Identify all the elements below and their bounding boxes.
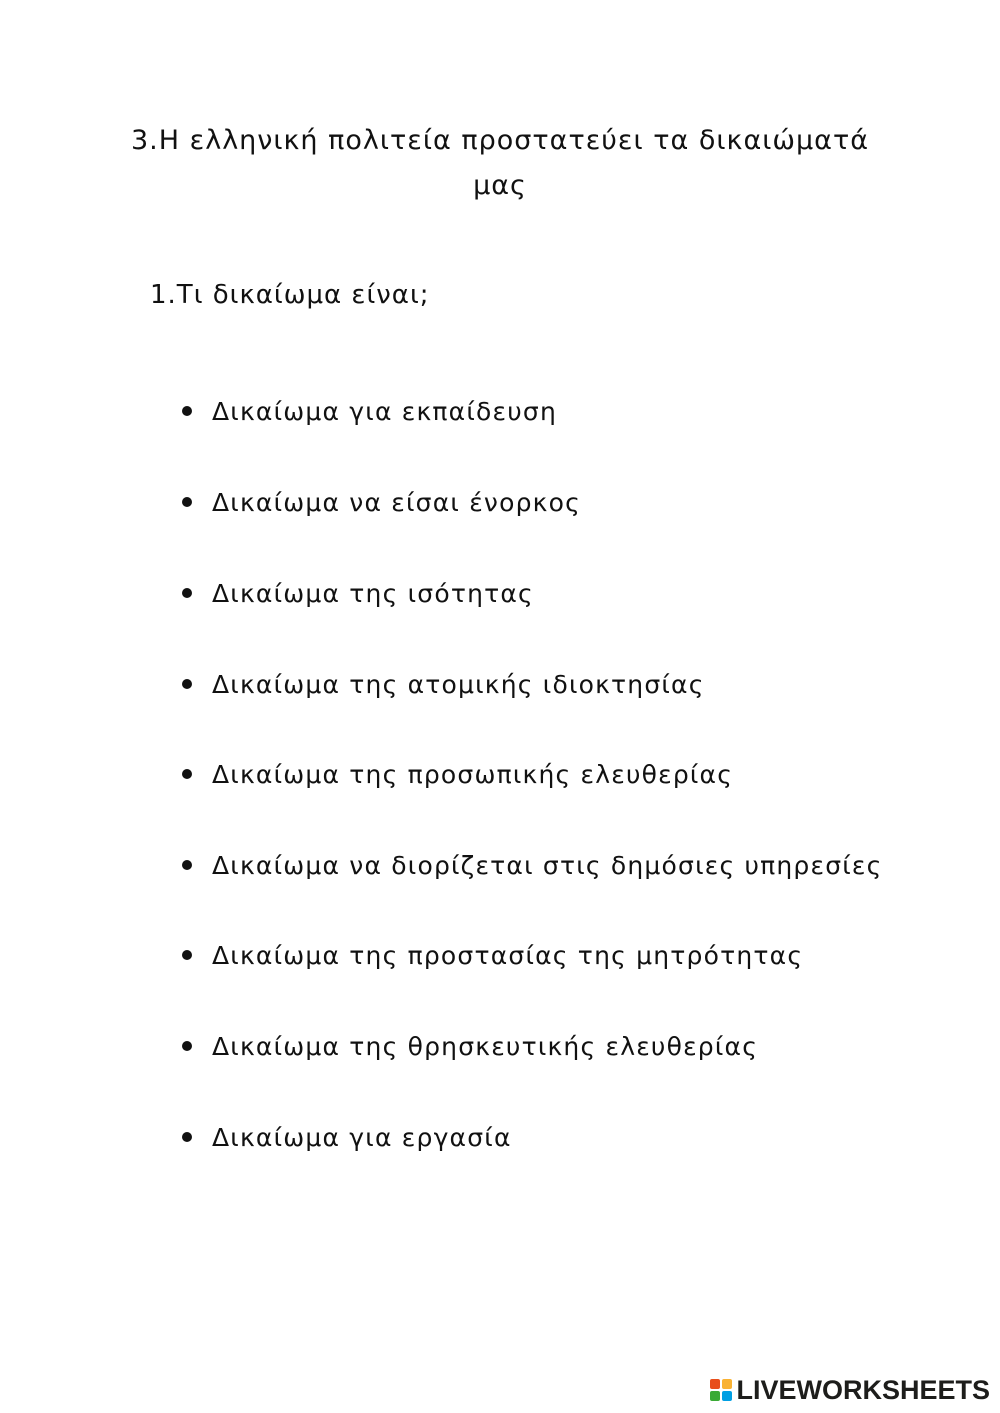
worksheet-title	[100, 118, 900, 208]
list-item-text: Δικαίωμα της προστασίας της μητρότητας	[212, 940, 804, 970]
logo-square-green	[710, 1391, 720, 1401]
bullet-icon	[182, 679, 192, 689]
list-item-text: Δικαίωμα της προσωπικής ελευθερίας	[212, 759, 734, 789]
list-item-text: Δικαίωμα της ισότητας	[212, 578, 534, 608]
list-item	[182, 482, 581, 522]
list-item	[182, 1117, 512, 1157]
list-item	[182, 664, 705, 704]
bullet-icon	[182, 769, 192, 779]
list-item	[182, 573, 534, 613]
title-line-1: 3.Η ελληνική πολιτεία προστατεύει τα δικαιώματά	[130, 125, 870, 156]
list-item	[182, 754, 733, 794]
list-item-text: Δικαίωμα της θρησκευτικής ελευθερίας	[212, 1031, 759, 1061]
bullet-icon	[182, 406, 192, 416]
liveworksheets-logo[interactable]	[710, 1375, 990, 1405]
list-item-text: Δικαίωμα για εκπαίδευση	[212, 396, 557, 426]
question-text: 1.Τι δικαίωμα είναι;	[150, 280, 430, 310]
title-line-2: μας	[473, 170, 527, 201]
list-item-text: Δικαίωμα να διορίζεται στις δημόσιες υπηρεσίες	[212, 850, 883, 880]
bullet-icon	[182, 950, 192, 960]
bullet-icon	[182, 860, 192, 870]
bullet-icon	[182, 588, 192, 598]
list-item	[182, 1026, 758, 1066]
list-item	[182, 935, 803, 975]
list-item-text: Δικαίωμα για εργασία	[212, 1122, 512, 1152]
bullet-icon	[182, 497, 192, 507]
list-item	[182, 391, 557, 431]
logo-square-yellow	[722, 1379, 732, 1389]
liveworksheets-logo-icon	[710, 1379, 732, 1401]
list-item-text: Δικαίωμα της ατομικής ιδιοκτησίας	[212, 669, 705, 699]
bullet-icon	[182, 1041, 192, 1051]
logo-square-blue	[722, 1391, 732, 1401]
list-item-text: Δικαίωμα να είσαι ένορκος	[212, 487, 581, 517]
list-item	[182, 845, 883, 885]
bullet-icon	[182, 1132, 192, 1142]
logo-square-orange	[710, 1379, 720, 1389]
logo-text: LIVEWORKSHEETS	[736, 1374, 990, 1405]
